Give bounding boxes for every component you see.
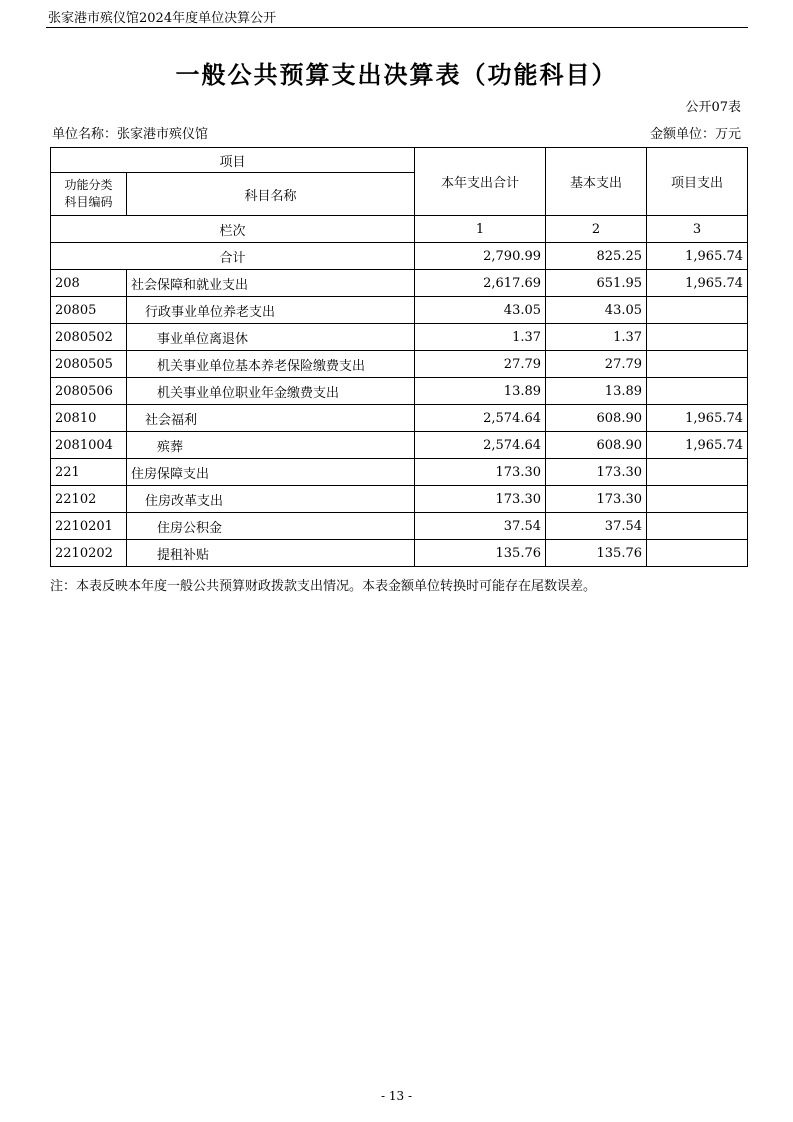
header-project-expense: 项目支出 (647, 148, 748, 216)
table-row (51, 513, 748, 540)
header-name: 科目名称 (127, 173, 415, 216)
header-project: 项目 (51, 148, 415, 173)
row-total: 27.79 (415, 351, 546, 378)
row-total: 13.89 (415, 378, 546, 405)
row-code: 22102 (51, 486, 127, 513)
row-name: 住房保障支出 (127, 459, 415, 486)
table-row (51, 405, 748, 432)
total-row (51, 243, 748, 270)
row-basic: 608.90 (546, 432, 647, 459)
row-total: 2,574.64 (415, 405, 546, 432)
column-index-2: 2 (546, 216, 647, 243)
table-row (51, 270, 748, 297)
row-basic: 37.54 (546, 513, 647, 540)
unit-name: 单位名称：张家港市殡仪馆 (52, 127, 209, 142)
row-total: 2,574.64 (415, 432, 546, 459)
row-project (647, 297, 748, 324)
row-total: 173.30 (415, 459, 546, 486)
column-index-label: 栏次 (51, 216, 415, 243)
row-name: 行政事业单位养老支出 (127, 297, 415, 324)
row-name: 住房改革支出 (127, 486, 415, 513)
row-project (647, 459, 748, 486)
row-basic: 135.76 (546, 540, 647, 567)
row-name: 社会福利 (127, 405, 415, 432)
row-code: 2080505 (51, 351, 127, 378)
row-basic: 13.89 (546, 378, 647, 405)
row-total: 135.76 (415, 540, 546, 567)
header-code (51, 173, 127, 216)
row-project: 1,965.74 (647, 270, 748, 297)
header-row-project (51, 148, 748, 173)
table-row (51, 378, 748, 405)
table-row (51, 540, 748, 567)
column-index-1: 1 (415, 216, 546, 243)
total-label: 合计 (51, 243, 415, 270)
row-basic: 27.79 (546, 351, 647, 378)
row-name: 事业单位离退休 (127, 324, 415, 351)
row-code: 20810 (51, 405, 127, 432)
row-total: 173.30 (415, 486, 546, 513)
header-divider (46, 27, 748, 28)
row-basic: 173.30 (546, 486, 647, 513)
budget-table (50, 147, 748, 567)
total-basic: 825.25 (546, 243, 647, 270)
row-project (647, 540, 748, 567)
row-name: 机关事业单位职业年金缴费支出 (127, 378, 415, 405)
column-index-row (51, 216, 748, 243)
row-code: 2210201 (51, 513, 127, 540)
column-index-3: 3 (647, 216, 748, 243)
table-row (51, 432, 748, 459)
row-name: 社会保障和就业支出 (127, 270, 415, 297)
document-header: 张家港市殡仪馆2024年度单位决算公开 (48, 11, 277, 26)
table-row (51, 297, 748, 324)
row-code: 2080506 (51, 378, 127, 405)
row-code: 2081004 (51, 432, 127, 459)
row-name: 提租补贴 (127, 540, 415, 567)
row-total: 1.37 (415, 324, 546, 351)
total-total: 2,790.99 (415, 243, 546, 270)
row-code: 20805 (51, 297, 127, 324)
row-total: 2,617.69 (415, 270, 546, 297)
row-basic: 43.05 (546, 297, 647, 324)
row-basic: 1.37 (546, 324, 647, 351)
row-name: 住房公积金 (127, 513, 415, 540)
row-total: 43.05 (415, 297, 546, 324)
header-basic: 基本支出 (546, 148, 647, 216)
row-project (647, 351, 748, 378)
page-number: - 13 - (380, 1089, 412, 1103)
table-row (51, 486, 748, 513)
table-note: 注：本表反映本年度一般公共预算财政拨款支出情况。本表金额单位转换时可能存在尾数误差。 (50, 579, 597, 594)
row-name: 机关事业单位基本养老保险缴费支出 (127, 351, 415, 378)
header-code-line2: 科目编码 (64, 195, 113, 209)
row-code: 2210202 (51, 540, 127, 567)
row-code: 2080502 (51, 324, 127, 351)
table-row (51, 324, 748, 351)
header-code-line1: 功能分类 (64, 178, 113, 192)
row-code: 221 (51, 459, 127, 486)
row-project (647, 486, 748, 513)
row-basic: 608.90 (546, 405, 647, 432)
table-number: 公开07表 (685, 100, 741, 115)
page-title: 一般公共预算支出决算表（功能科目） (175, 61, 618, 89)
row-project: 1,965.74 (647, 432, 748, 459)
row-name: 殡葬 (127, 432, 415, 459)
row-project (647, 324, 748, 351)
row-project (647, 513, 748, 540)
table-row (51, 459, 748, 486)
header-total: 本年支出合计 (415, 148, 546, 216)
row-project: 1,965.74 (647, 405, 748, 432)
table-row (51, 351, 748, 378)
row-total: 37.54 (415, 513, 546, 540)
row-code: 208 (51, 270, 127, 297)
row-basic: 651.95 (546, 270, 647, 297)
total-project: 1,965.74 (647, 243, 748, 270)
row-project (647, 378, 748, 405)
amount-unit: 金额单位：万元 (649, 127, 741, 142)
row-basic: 173.30 (546, 459, 647, 486)
